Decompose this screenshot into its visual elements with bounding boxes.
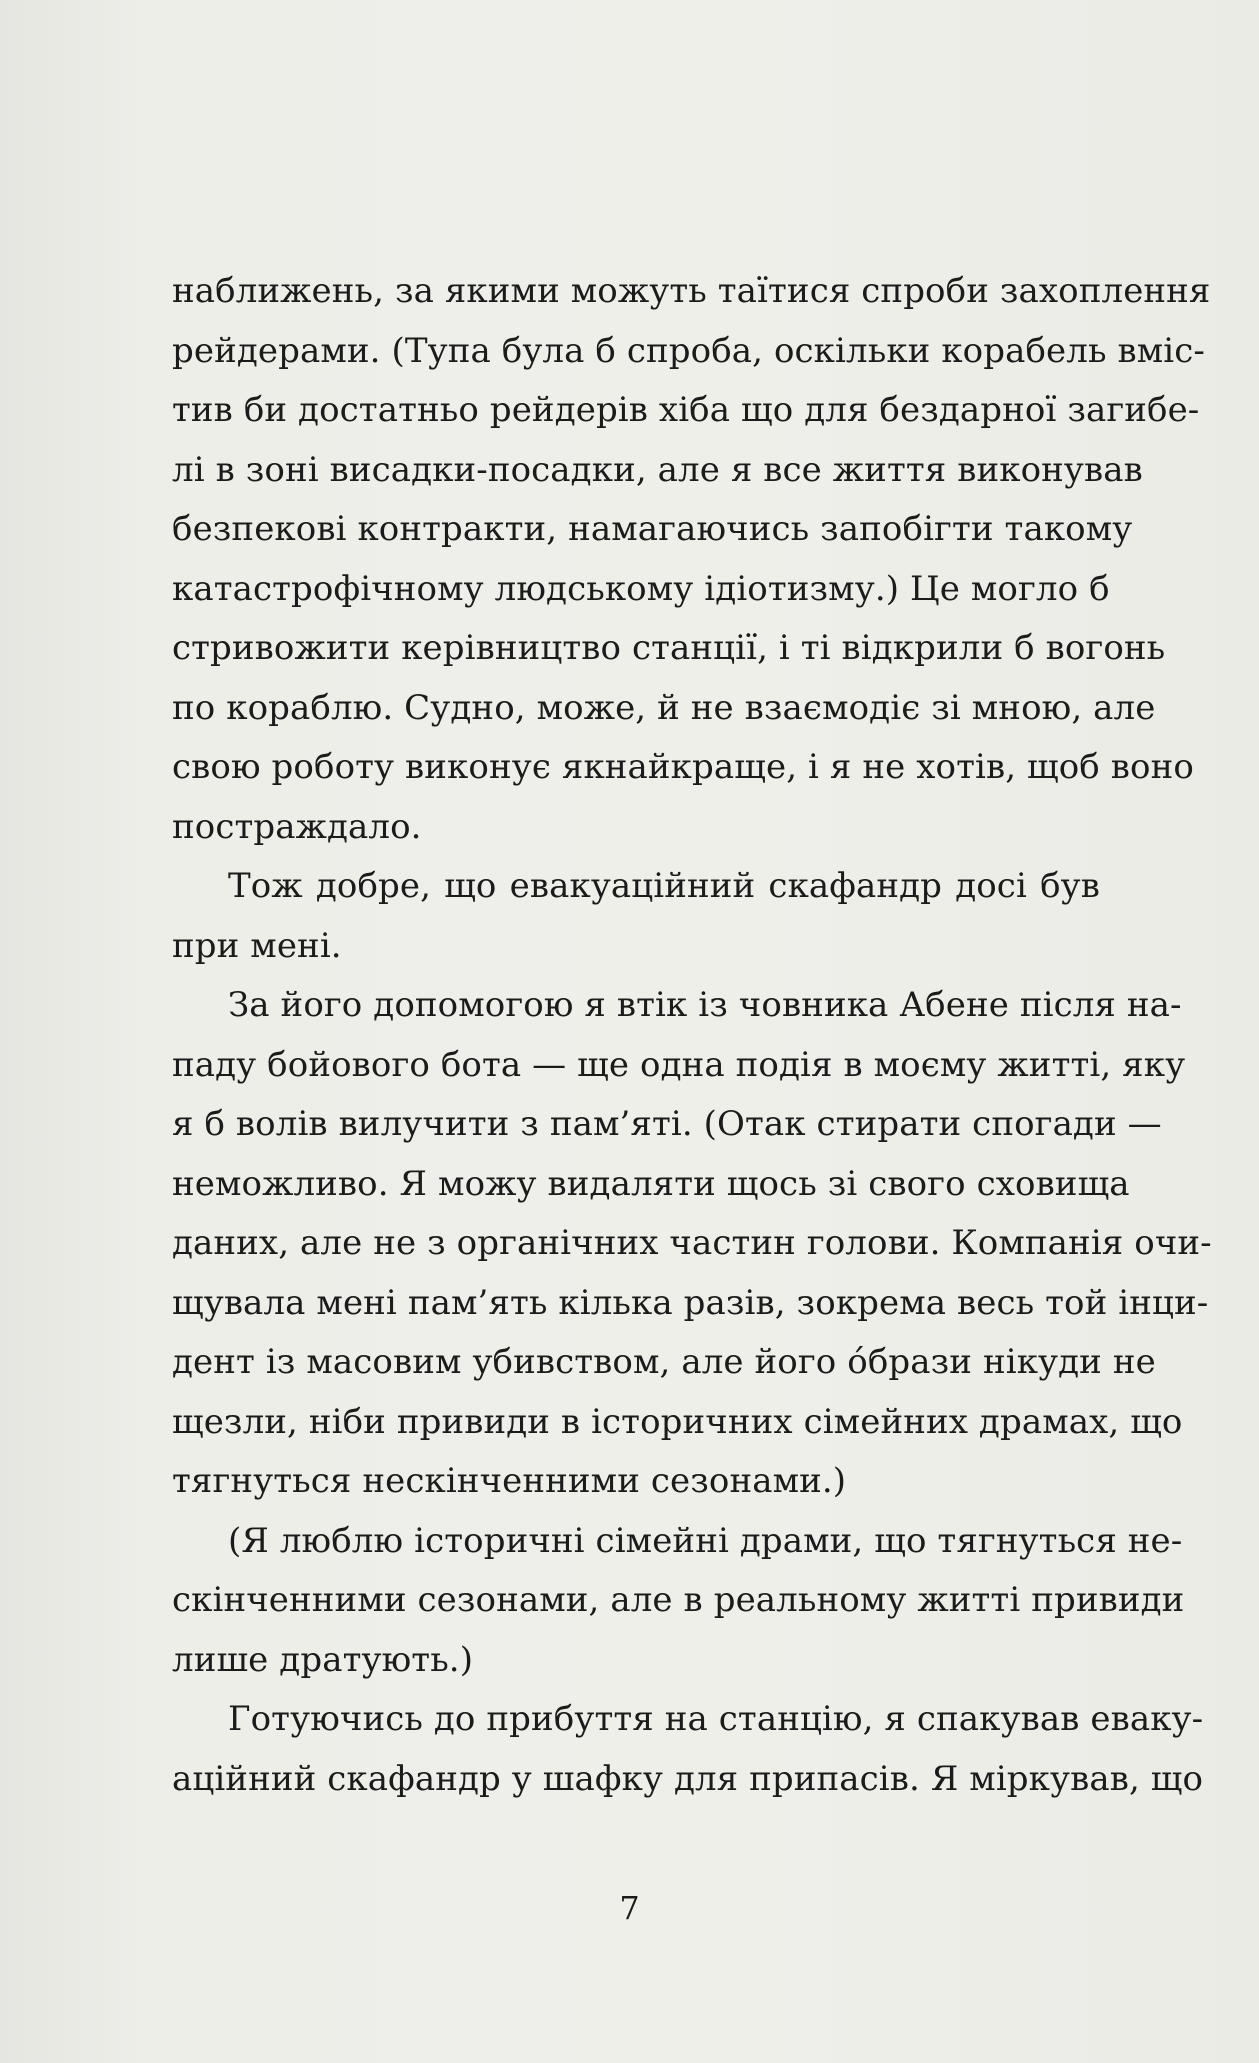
paragraph <box>172 857 1100 976</box>
text-line: аційний скафандр у шафку для припасів. Я міркував, що <box>172 1758 1204 1799</box>
text-line: Тож добре, що евакуаційний скафандр досі був <box>228 866 1100 906</box>
text-line: по кораблю. Судно, може, й не взаємодіє зі мною, але <box>172 687 1156 728</box>
text-line: при мені. <box>172 925 342 966</box>
text-line: паду бойового бота — ще одна подія в моєму житті, яку <box>172 1044 1186 1085</box>
body-text <box>172 262 1212 1809</box>
text-line: щезли, ніби привиди в історичних сімейних драмах, що <box>172 1401 1183 1442</box>
text-line: тягнуться нескінченними сезонами.) <box>172 1461 847 1501</box>
text-line: Готуючись до прибуття на станцію, я спакував еваку- <box>228 1699 1204 1739</box>
text-line: свою роботу виконує якнайкраще, і я не хотів, щоб воно <box>172 747 1194 787</box>
page-number: 7 <box>619 1889 640 1927</box>
text-line: скінченними сезонами, але в реальному житті привиди <box>172 1580 1185 1620</box>
text-line: наближень, за якими можуть таїтися спроби захоплення <box>172 271 1211 311</box>
text-line: дент із масовим убивством, але його óбрази нікуди не <box>172 1342 1156 1382</box>
text-line: стривожити керівництво станції, і ті відкрили б вогонь <box>172 628 1166 668</box>
paragraph <box>172 1690 1204 1809</box>
text-line: лі в зоні висадки-посадки, але я все життя виконував <box>172 449 1143 490</box>
text-line: неможливо. Я можу видаляти щось зі свого сховища <box>172 1163 1130 1204</box>
text-line: (Я люблю історичні сімейні драми, що тягнуться не- <box>228 1520 1183 1561</box>
text-line: щувала мені пам’ять кілька разів, зокрема весь той інци- <box>172 1282 1209 1323</box>
paragraph <box>172 262 1211 857</box>
text-line: катастрофічному людському ідіотизму.) Це могло б <box>172 568 1110 609</box>
text-line: лише дратують.) <box>172 1639 474 1680</box>
text-line: я б волів вилучити з пам’яті. (Отак стирати спогади — <box>172 1104 1162 1144</box>
paragraph <box>172 1512 1185 1691</box>
text-line: тив би достатньо рейдерів хіба що для бездарної загибе- <box>172 390 1200 430</box>
text-line: безпекові контракти, намагаючись запобігти такому <box>172 509 1133 549</box>
text-line: рейдерами. (Тупа була б спроба, оскільки корабель вміс- <box>172 330 1205 371</box>
paragraph <box>172 976 1212 1512</box>
text-line: За його допомогою я втік із човника Абене після на- <box>228 985 1182 1025</box>
text-line: постраждало. <box>172 806 422 847</box>
text-line: даних, але не з органічних частин голови. Компанія очи- <box>172 1223 1212 1263</box>
